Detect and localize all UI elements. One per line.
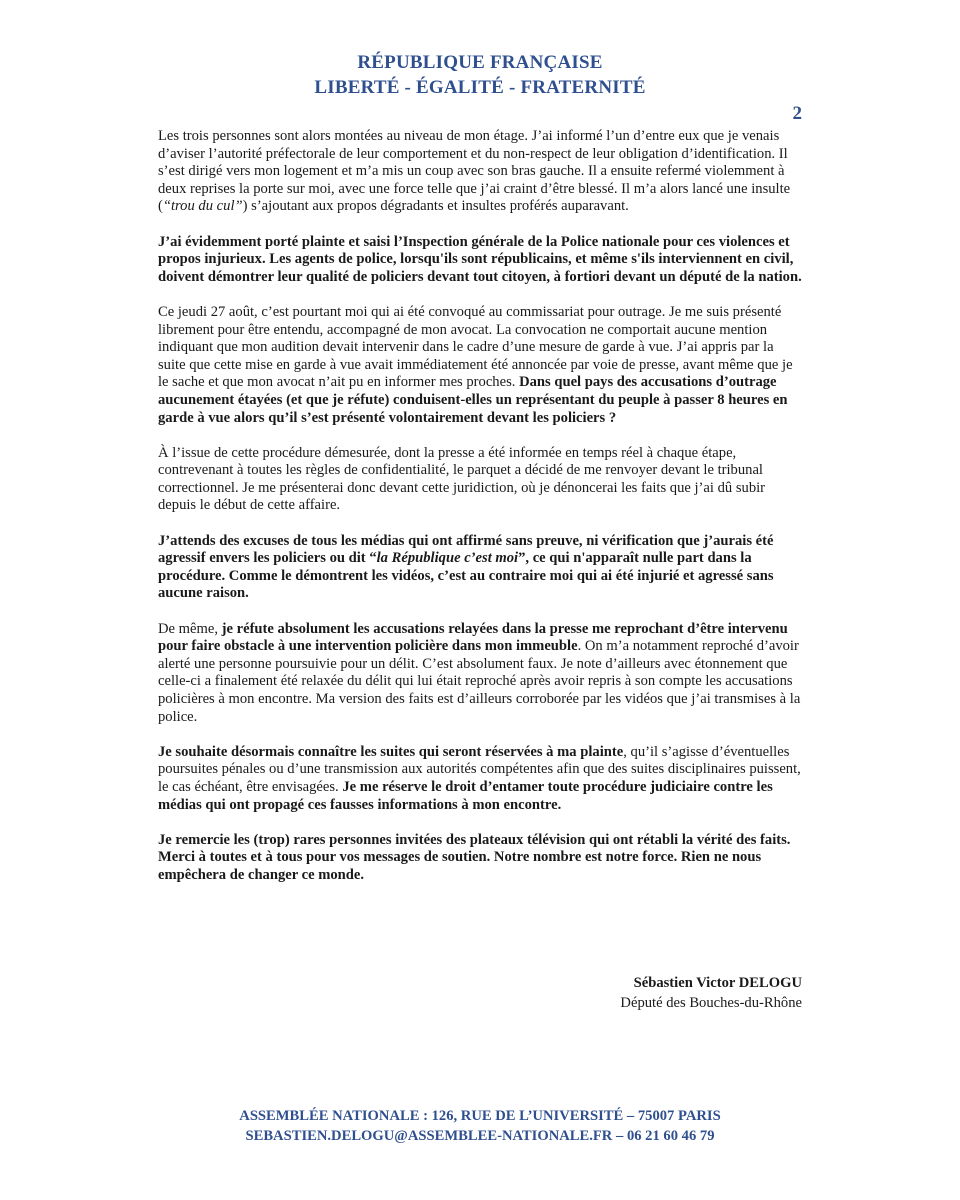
footer	[0, 1106, 960, 1146]
paragraph-7-bold-1: Je souhaite désormais connaître les suites qui seront réservées à ma plainte	[158, 743, 624, 760]
paragraph-1	[158, 128, 804, 216]
paragraph-6	[158, 621, 804, 727]
paragraph-6-start: De même,	[158, 620, 222, 637]
paragraph-5-start: J’attends des excuses de tous les médias qui ont affirmé sans preuve, ni vérification que j’aurais été agressif envers les policiers ou dit “	[158, 532, 774, 567]
paragraph-2	[158, 234, 804, 287]
paragraph-3-text: Ce jeudi 27 août, c’est pourtant moi qui ai été convoqué au commissariat pour outrage. Je me suis présenté librement pour être entendu, accompagné de mon avocat. La convocation ne comportait aucune mention indiquant que mon audition devait intervenir dans le cadre d’une mesure de garde à vue. J’ai appris par la suite que cette mise en garde à vue avait immédiatement été annoncée par voie de presse, avant même que je le sache et que mon avocat n’ait pu en informer mes proches.	[158, 303, 793, 391]
letterhead-republique: RÉPUBLIQUE FRANÇAISE	[357, 52, 603, 73]
paragraph-5-bold	[158, 533, 774, 602]
paragraph-4	[158, 445, 804, 515]
paragraph-6-bold: je réfute absolument les accusations relayées dans la presse me reprochant d’être intervenu pour faire obstacle à une intervention policière dans mon immeuble	[158, 620, 788, 655]
page-number: 2	[792, 103, 802, 124]
footer-contact: SEBASTIEN.DELOGU@ASSEMBLEE-NATIONALE.FR – 06 21 60 46 79	[245, 1128, 715, 1144]
paragraph-5	[158, 533, 804, 603]
signature-block	[620, 973, 802, 1013]
letter-body	[158, 128, 804, 902]
paragraph-1-text: Les trois personnes sont alors montées au niveau de mon étage. J’ai informé l’un d’entre eux que je venais d’aviser l’autorité préfectorale de leur comportement et du non-respect de leur obligation d’identification. Il s’est dirigé vers mon logement et m’a mis un coup avec son bras gauche. Il a ensuite refermé violemment à deux reprises la porte sur moi, avec une force telle que j’ai craint d’être blessé. Il m’a alors lancé une insulte (	[158, 128, 791, 215]
paragraph-8-text: Je remercie les (trop) rares personnes invitées des plateaux télévision qui ont rétabli la vérité des faits. Merci à toutes et à tous pour vos messages de soutien. Notre nombre est notre force. Rien ne nous empêchera de changer ce monde.	[158, 831, 791, 883]
paragraph-5-end: ”, ce qui n'apparaît nulle part dans la procédure. Comme le démontrent les vidéos, c’est au contraire moi qui ai été injurié et agressé sans aucune raison.	[158, 550, 774, 602]
quoted-insult: “trou du cul”	[162, 198, 243, 215]
paragraph-7-bold-2: Je me réserve le droit d’entamer toute procédure judiciaire contre les médias qui ont propagé ces fausses informations à mon encontre.	[158, 778, 773, 813]
paragraph-7-mid: , qu’il s’agisse d’éventuelles poursuites pénales ou d’une transmission aux autorités compétentes afin que des suites disciplinaires puissent, le cas échéant, être envisagées.	[158, 743, 801, 795]
paragraph-8	[158, 832, 804, 885]
footer-address: ASSEMBLÉE NATIONALE : 126, RUE DE L’UNIVERSITÉ – 75007 PARIS	[239, 1108, 721, 1124]
paragraph-6-end: . On m’a notamment reproché d’avoir alerté une personne poursuivie pour un délit. C’est absolument faux. Je note d’ailleurs avec étonnement que celle-ci a finalement été relaxée du délit qui lui était reproché après avoir repris à son compte les accusations policières à mon encontre. Ma version des faits est d’ailleurs corroborée par les vidéos que j’ai transmises à la police.	[158, 638, 801, 725]
signature-name: Sébastien Victor DELOGU	[633, 975, 802, 991]
letterhead-motto: LIBERTÉ - ÉGALITÉ - FRATERNITÉ	[314, 77, 646, 98]
paragraph-4-text: À l’issue de cette procédure démesurée, dont la presse a été informée en temps réel à chaque étape, contrevenant à toutes les règles de confidentialité, le parquet a décidé de me renvoyer devant le tribunal correctionnel. Je me présenterai donc devant cette juridiction, où je dénoncerai les faits que j’ai dû subir depuis le début de cette affaire.	[158, 444, 766, 514]
paragraph-3	[158, 304, 804, 427]
paragraph-7	[158, 744, 804, 814]
quoted-phrase: la République c’est moi	[376, 550, 519, 567]
paragraph-2-text: J’ai évidemment porté plainte et saisi l’Inspection générale de la Police nationale pour ces violences et propos injurieux. Les agents de police, lorsqu'ils sont républicains, et même s'ils interviennent en civil, doivent démontrer leur qualité de policiers devant tout citoyen, à fortiori devant un député de la nation.	[158, 233, 802, 285]
paragraph-3-bold: Dans quel pays des accusations d’outrage aucunement étayées (et que je réfute) conduisent-elles un représentant du peuple à passer 8 heures en garde à vue alors qu’il s’est présenté volontairement devant les policiers ?	[158, 374, 788, 426]
paragraph-1-end: ) s’ajoutant aux propos dégradants et insultes proférés auparavant.	[242, 198, 629, 215]
signature-title: Député des Bouches-du-Rhône	[620, 995, 802, 1011]
letterhead	[0, 50, 960, 100]
